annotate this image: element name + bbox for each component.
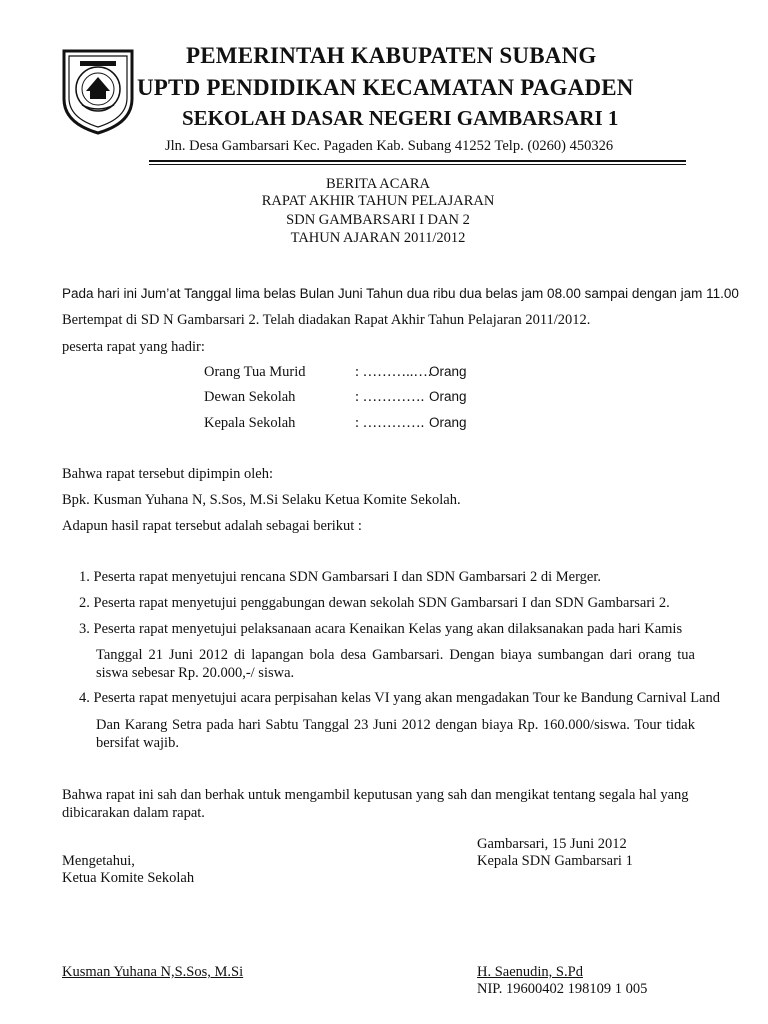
header-address: Jln. Desa Gambarsari Kec. Pagaden Kab. Subang 41252 Telp. (0260) 450326 (165, 138, 614, 154)
attendee-unit: Orang (429, 364, 467, 379)
header-divider-thick (149, 160, 686, 162)
result-item-3-continuation: Tanggal 21 Juni 2012 di lapangan bola desa Gambarsari. Dengan biaya sumbangan dari orang tua siswa sebesar Rp. 20.000,-/ siswa. (96, 647, 695, 681)
signature-acknowledgement: Mengetahui, (62, 853, 135, 869)
leadership-chair: Bpk. Kusman Yuhana N, S.Sos, M.Si Selaku Ketua Komite Sekolah. (62, 492, 461, 508)
doc-title-year: TAHUN AJARAN 2011/2012 (290, 230, 466, 246)
intro-attendees-heading: peserta rapat yang hadir: (62, 339, 205, 355)
result-item-3: 3. Peserta rapat menyetujui pelaksanaan acara Kenaikan Kelas yang akan dilaksanakan pada hari Kamis (79, 621, 683, 637)
attendee-label: Orang Tua Murid (204, 364, 306, 380)
attendee-dots: : …………. (355, 389, 425, 405)
attendee-dots: : ………..…. (355, 364, 432, 380)
intro-paragraph-date: Pada hari ini Jum’at Tanggal lima belas Bulan Juni Tahun dua ribu dua belas jam 08.00 sampai dengan jam 11.00 (62, 286, 739, 301)
header-government-line: PEMERINTAH KABUPATEN SUBANG (186, 43, 597, 68)
result-item-2: 2. Peserta rapat menyetujui penggabungan dewan sekolah SDN Gambarsari I dan SDN Gambarsari 2. (79, 595, 670, 611)
header-school-line: SEKOLAH DASAR NEGERI GAMBARSARI 1 (182, 106, 619, 130)
attendee-unit: Orang (429, 389, 467, 404)
result-item-4: 4. Peserta rapat menyetujui acara perpisahan kelas VI yang akan mengadakan Tour ke Bandung Carnival Land (79, 690, 721, 706)
result-item-4-continuation: Dan Karang Setra pada hari Sabtu Tanggal 23 Juni 2012 dengan biaya Rp. 160.000/siswa. Tour tidak bersifat wajib. (96, 717, 695, 751)
results-intro: Adapun hasil rapat tersebut adalah sebagai berikut : (62, 518, 362, 534)
header-divider-thin (149, 164, 686, 165)
doc-title-berita-acara: BERITA ACARA (326, 176, 430, 192)
closing-statement: Bahwa rapat ini sah dan berhak untuk mengambil keputusan yang sah dan mengikat tentang segala hal yang dibicarakan dalam rapat. (62, 787, 689, 821)
attendee-unit: Orang (429, 415, 467, 430)
attendee-label: Kepala Sekolah (204, 415, 296, 431)
signature-place-date: Gambarsari, 15 Juni 2012 (477, 836, 627, 852)
signature-principal-name: H. Saenudin, S.Pd (477, 964, 583, 980)
intro-paragraph-location: Bertempat di SD N Gambarsari 2. Telah diadakan Rapat Akhir Tahun Pelajaran 2011/2012. (62, 312, 591, 328)
attendee-label: Dewan Sekolah (204, 389, 296, 405)
subang-regency-emblem (60, 47, 136, 135)
result-item-1: 1. Peserta rapat menyetujui rencana SDN Gambarsari I dan SDN Gambarsari 2 di Merger. (79, 569, 601, 585)
doc-title-rapat: RAPAT AKHIR TAHUN PELAJARAN (261, 193, 495, 209)
signature-committee-name: Kusman Yuhana N,S.Sos, M.Si (62, 964, 244, 980)
doc-title-schools: SDN GAMBARSARI I DAN 2 (286, 212, 470, 228)
attendee-dots: : …………. (355, 415, 425, 431)
leadership-intro: Bahwa rapat tersebut dipimpin oleh: (62, 466, 274, 482)
signature-principal-nip: NIP. 19600402 198109 1 005 (477, 981, 648, 997)
signature-principal-title: Kepala SDN Gambarsari 1 (477, 853, 633, 869)
signature-committee-title: Ketua Komite Sekolah (62, 870, 195, 886)
header-uptd-line: UPTD PENDIDIKAN KECAMATAN PAGADEN (137, 75, 634, 100)
